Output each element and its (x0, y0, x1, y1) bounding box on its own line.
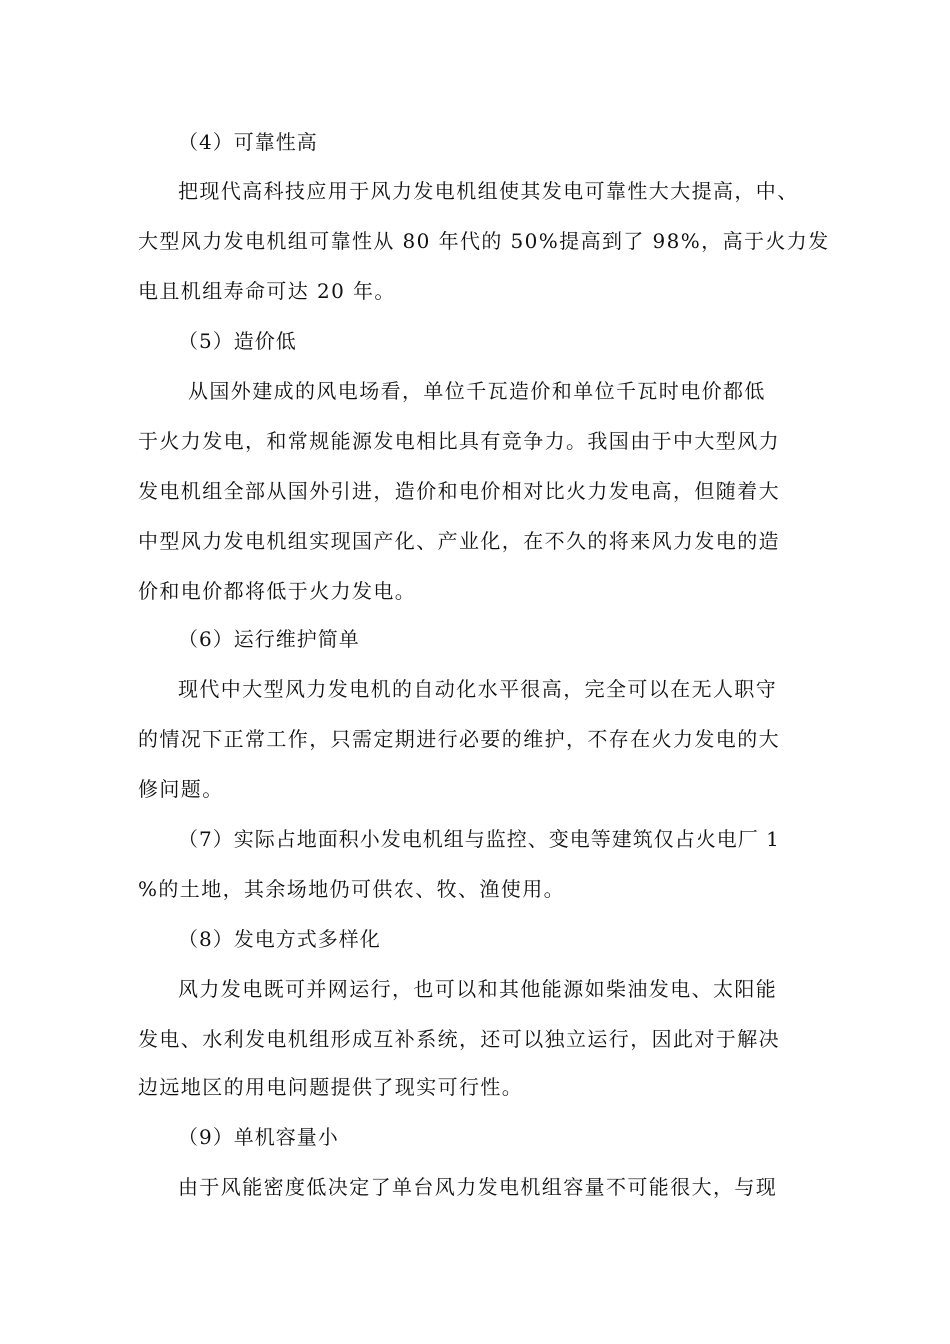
section-heading-6: （6）运行维护简单 (178, 627, 360, 651)
paragraph-line: %的土地，其余场地仍可供农、牧、渔使用。 (138, 877, 566, 901)
paragraph-line: 把现代高科技应用于风力发电机组使其发电可靠性大大提高，中、 (178, 179, 799, 203)
section-heading-4: （4）可靠性高 (178, 130, 318, 154)
paragraph-line: 由于风能密度低决定了单台风力发电机组容量不可能很大，与现 (178, 1175, 778, 1199)
paragraph-line: 大型风力发电机组可靠性从 80 年代的 50%提高到了 98%，高于火力发 (138, 229, 830, 253)
paragraph-line: 价和电价都将低于火力发电。 (138, 579, 417, 603)
section-heading-8: （8）发电方式多样化 (178, 927, 381, 951)
section-heading-7: （7）实际占地面积小发电机组与监控、变电等建筑仅占火电厂 1 (178, 827, 780, 851)
section-heading-9: （9）单机容量小 (178, 1125, 339, 1149)
paragraph-line: 边远地区的用电问题提供了现实可行性。 (138, 1075, 524, 1099)
paragraph-line: 于火力发电，和常规能源发电相比具有竞争力。我国由于中大型风力 (138, 429, 780, 453)
paragraph-line: 修问题。 (138, 777, 224, 801)
paragraph-line: 发电、水利发电机组形成互补系统，还可以独立运行，因此对于解决 (138, 1027, 780, 1051)
paragraph-line: 现代中大型风力发电机的自动化水平很高，完全可以在无人职守 (178, 677, 778, 701)
paragraph-line: 发电机组全部从国外引进，造价和电价相对比火力发电高，但随着大 (138, 479, 780, 503)
section-heading-5: （5）造价低 (178, 329, 297, 353)
paragraph-line: 从国外建成的风电场看，单位千瓦造价和单位千瓦时电价都低 (188, 379, 766, 403)
paragraph-line: 电且机组寿命可达 20 年。 (138, 279, 396, 303)
paragraph-line: 的情况下正常工作，只需定期进行必要的维护，不存在火力发电的大 (138, 727, 780, 751)
paragraph-line: 风力发电既可并网运行，也可以和其他能源如柴油发电、太阳能 (178, 977, 778, 1001)
paragraph-line: 中型风力发电机组实现国产化、产业化，在不久的将来风力发电的造 (138, 529, 780, 553)
